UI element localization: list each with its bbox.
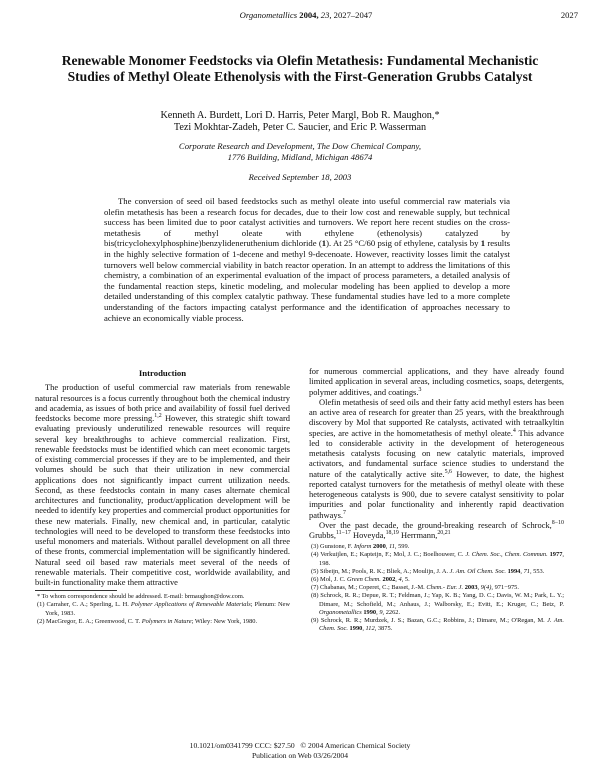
text-segment: 18,19 [385,530,399,537]
text-segment: (4) Verkuijlen, E.; Kapteijn, F.; Mol, J. C.; Boelhouwer, C. [311,551,466,559]
text-segment: , [385,543,389,551]
text-segment: , 599. [394,543,410,551]
text-segment: ). At 25 °C/60 psig of ethylene, catalysis by [326,238,481,249]
reference [309,568,564,576]
text-segment: (6) Mol, J. C. [311,576,348,584]
journal-year: 2004, [299,10,319,20]
text-segment: , [376,608,380,616]
right-column [309,366,564,633]
text-segment: , [477,584,481,592]
page-footer [40,741,560,761]
text-segment: This advance led to considerable activity in the development of heterogeneous metathesis catalysts focusing on new catalytic materials, improved activators, and fundamental surface science studies to understand the nature of the catalytically active site. [309,427,565,479]
doi-line: 10.1021/om0341799 CCC: $27.50 © 2004 American Chemical Society [189,741,411,750]
text-segment: 1990 [349,625,363,633]
text-segment: The conversion of seed oil based feedstocks such as methyl oleate into useful commercial raw materials via olefin metathesis has been a research focus for decades, due to their low cost and renewable supply, but technical success has been limited due to poor catalyst activities and turnovers. We report here recent studies on the cross-metathesis of methyl oleate with ethylene (ethenolysis) catalyzed by bis(tricyclohexylphosphine)benzylideneruthenium dichloride ( [104,196,510,249]
text-segment: 1,2 [154,413,162,420]
text-segment: Grubbs, [309,530,336,540]
page-number: 2027 [560,10,578,20]
text-segment: J. Chem. Soc., Chem. Commun. [465,551,548,559]
reference [309,543,564,551]
text-segment: The production of useful commercial raw materials from renewable natural resources is a focus currently throughout both the chemical industry and academia, as issues of both price and availability of fossil fuel derived feedstocks become more pressing. [35,382,290,423]
footnote [35,601,290,617]
text-segment: (5) Sibeijn, M.; Pools, R. K.; Bliek, A.; Moulijn, J. A. [311,567,450,575]
text-segment: 9 [379,608,383,616]
text-segment: , 198. [319,551,564,567]
text-segment: 1990 [363,608,377,616]
paragraph [35,382,290,587]
paragraph [309,520,564,541]
text-segment: Inform [353,543,372,551]
text-segment: 11 [388,543,395,551]
author-list [40,110,560,134]
text-segment: 9(4) [480,584,492,592]
text-segment: , [395,576,399,584]
reference [309,576,564,584]
journal-volume: 23, [320,10,332,20]
text-segment: (7) Chabanas, M.; Coperet, C.; Basset, J.-M. [311,584,427,592]
author-line: Kenneth A. Burdett, Lori D. Harris, Peter Margl, Bob R. Maughon,* [160,110,440,121]
text-segment: ; Wiley: New York, 1980. [191,617,258,625]
text-segment: 71 [523,567,530,575]
text-segment: , [520,567,524,575]
section-heading-introduction: Introduction [138,368,187,378]
text-segment: Hoveyda, [350,530,386,540]
text-segment: , 5. [401,576,410,584]
text-segment: 11−17 [335,530,351,537]
affiliation [40,141,560,163]
text-segment: 3 [418,386,422,393]
text-segment: 20,21 [437,530,451,537]
text-segment: 2000 [373,543,386,551]
text-segment: , 3875. [374,625,393,633]
text-segment: , 2262. [382,608,401,616]
footnote-divider [35,590,117,591]
journal-pages: 2027–2047 [333,10,373,20]
text-segment: J. Am. Oil Chem. Soc. [449,567,506,575]
text-segment: Olefin metathesis of seed oils and their fatty acid methyl esters has been an active area of research for greater than 25 years, with the breakthrough discovery by Mol that supported Re catalysts, activated with tetraalkyltin species, are active in the homometathesis of methyl oleate. [309,396,564,438]
text-segment: Chem.- Eur. J. [426,584,464,592]
paragraph [309,366,564,397]
text-segment: Over the past decade, the ground-breaking research of Schrock, [319,519,552,530]
text-segment: for numerous commercial applications, and they have already found limited application in several areas, including cosmetics, soaps, detergents, polymer additives, and coatings. [309,366,564,397]
publication-date: Publication on Web 03/26/2004 [251,751,349,760]
text-segment: 2003 [464,584,478,592]
text-segment: 8−10 [551,519,564,526]
text-segment: 7 [342,509,346,516]
text-segment: 112 [365,625,375,633]
reference-list [309,543,564,633]
footnotes [35,593,290,626]
text-segment: (2) MacGregor, E. A.; Greenwood, C. T. [37,617,142,625]
text-segment: * To whom correspondence should be addressed. E-mail: brmaughon@dow.com. [37,593,245,601]
reference [309,584,564,592]
text-segment: 2002 [382,576,396,584]
text-segment: 4 [398,576,402,584]
journal-name: Organometallics [239,10,298,20]
affiliation-line: Corporate Research and Development, The Dow Chemical Company, [178,141,422,151]
text-segment: 4 [512,427,516,434]
text-segment: J. Am. Chem. Soc. [319,617,564,633]
text-segment: ; Plenum: New York, 1983. [45,601,291,617]
reference [309,551,564,567]
text-segment: (3) Gunstone, F. [311,543,354,551]
paragraph [309,397,564,520]
text-segment: , 553. [529,567,545,575]
affiliation-line: 1776 Building, Midland, Michigan 48674 [227,152,373,162]
text-segment: Organometallics [319,608,362,616]
text-segment: Herrmann, [398,530,438,540]
text-segment: , [362,625,366,633]
text-segment: 1994 [507,567,521,575]
text-segment: (9) Schrock, R. R.; Murdzek, J. S.; Bazan, G.C.; Robbins, J.; Dimare, M.; O'Regan, M. [311,617,548,625]
running-head [34,10,578,24]
text-segment: However, to date, the highest reported catalyst turnovers for the metathesis of methyl oleate with these heterogeneous catalysts is 900, due to severe catalyst sensitivity to polar impurities and polar functionality and inherently rapid deactivation pathways. [309,468,564,520]
abstract [104,196,510,323]
text-segment: 1977 [549,551,563,559]
text-segment: (8) Schrock, R. R.; Depue, R. T.; Feldman, J.; Yap, K. B.; Yang, D. C.; Davis, W. M.; Park, L. Y.; Dimare, M.; Schofield, M.; Anhaus, J.; Walborsky, E.; Evitt, E.; Kruger, C.; Betz, P. [311,592,564,608]
footnote [35,593,290,601]
text-segment: Polymer Applications of Renewable Materials [130,601,251,609]
text-segment: Polymers in Nature [141,617,192,625]
text-segment: However, this strategic shift toward evaluating previously underutilized renewable resources will require several key breakthroughs to achieve commercial realization. First, renewable feedstocks must be identified which can meet economic targets of existing commercial processes if they are to be implemented, and their volumes should be such that their utilization in new commercial applications does not significantly impact current utilization needs. Second, as these feedstocks contain in many cases alternate chemical architectures and functionality, product/application development will be needed to identify key properties and commercial product opportunities for these new materials. Finally, new chemical and, in particular, catalytic technologies will need to be developed to transform these feedstocks into useful monomers and materials. Without parallel development on all three of these fronts, commercial implementation will be significantly hindered. Natural seed oil based raw materials meet several of the needs of renewable materials. Their competitive cost, worldwide availability, and built-in functionality make them attractive [35,413,290,587]
text-segment: 5,6 [444,468,452,475]
text-segment: 1 [321,238,327,249]
received-date: Received September 18, 2003 [248,172,352,182]
text-segment: (1) Carraher, C. A.; Sperling, L. H. [37,601,131,609]
text-segment: 1 [480,238,486,249]
article-title: Renewable Monomer Feedstocks via Olefin Metathesis: Fundamental Mechanistic Studies of Methyl Oleate Ethenolysis with the First-Generation Grubbs Catalyst [61,53,539,84]
author-line: Tezi Mokhtar-Zadeh, Peter C. Saucier, and Eric P. Wasserman [173,122,427,134]
left-column [35,368,290,626]
reference [309,617,564,633]
text-segment: results in the highly selective formation of 1-decene and methyl 9-decenoate. However, reactivity losses limit the catalyst turnovers well below commercial viability in batch reactor operation. In an attempt to address the limitations of this chemistry, a combination of an experimental evaluation of the impact of process parameters, a detailed analysis of the fundamental reaction steps, kinetic modeling, and molecular modeling has been applied to develop a more detailed understanding of this complex catalytic pathway. These fundamental studies have led to a more complete understanding of the factors impacting catalyst performance and the identification of approaches necessary to achieve an economically viable process. [104,238,511,323]
text-segment: Green Chem. [347,576,381,584]
reference [309,592,564,617]
text-segment: , 971−975. [491,584,519,592]
footnote [35,618,290,626]
